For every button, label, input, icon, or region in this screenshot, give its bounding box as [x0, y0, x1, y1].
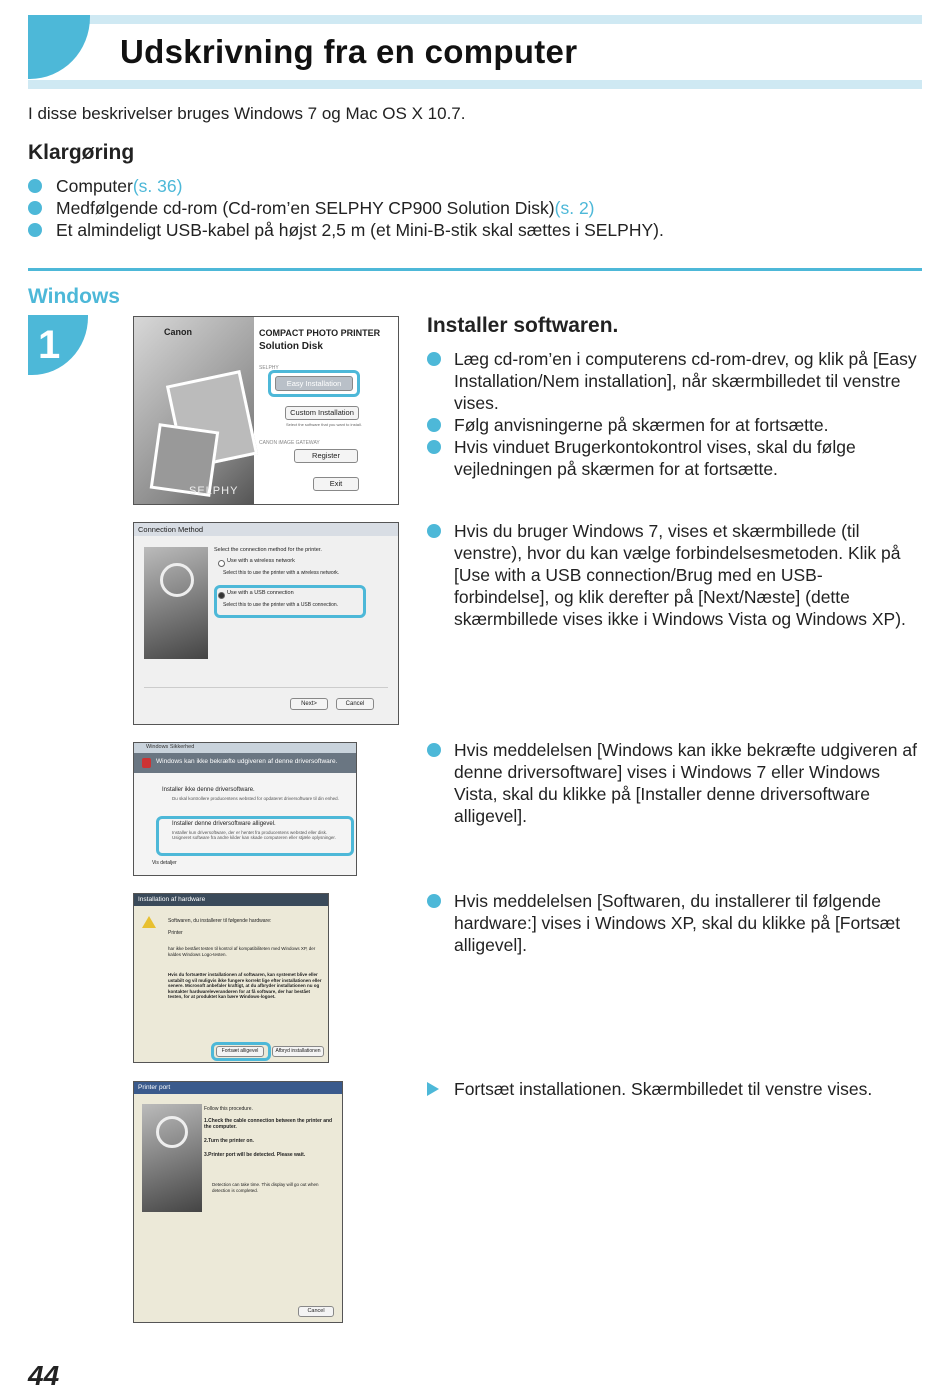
hardware-line: Softwaren, du installerer til følgende hardware: — [168, 918, 272, 924]
page-number: 44 — [28, 1360, 60, 1391]
disk-title: Solution Disk — [259, 341, 323, 352]
list-item-text: Hvis du bruger Windows 7, vises et skærmbillede (til venstre), hvor du kan vælge forbindelsesmetoden. Klik på [Use with a USB connection/Brug med en USB-forbindelse], og klik derefter på [Next/Næste] (dette skærmbillede vises ikke i Windows Vista og Windows XP). — [454, 521, 906, 629]
list-item-text: Følg anvisningerne på skærmen for at fortsætte. — [454, 415, 829, 435]
warning-icon — [142, 916, 156, 928]
window-title: Connection Method — [138, 525, 204, 534]
bullet-icon — [427, 418, 441, 432]
bullet-icon — [28, 223, 42, 237]
next-button[interactable]: Next> — [290, 698, 328, 710]
step-block-5 — [427, 1078, 917, 1100]
list-item — [427, 520, 917, 630]
banner-text: Windows kan ikke bekræfte udgiveren af denne driversoftware. — [156, 758, 338, 765]
page-reference-link[interactable]: (s. 2) — [554, 198, 595, 218]
wireless-radio[interactable] — [218, 560, 225, 567]
option-install-anyway-note: Installer kun driversoftware, der er hentet fra producentens websted eller disk. Usigneret software fra andre kilder kan skade computeren eller stjæle oplysninger. — [172, 830, 336, 840]
continue-anyway-button[interactable]: Fortsæt alligevel — [216, 1046, 264, 1057]
screenshot-connection-method — [133, 522, 399, 725]
power-icon — [156, 1116, 188, 1148]
window-titlebar — [134, 1082, 342, 1094]
warning-banner — [134, 753, 356, 773]
selphy-logo: SELPHY — [189, 485, 239, 497]
header-band-bottom — [28, 80, 922, 89]
bullet-icon — [427, 743, 441, 757]
list-item — [427, 414, 917, 436]
window-title: Installation af hardware — [138, 896, 206, 903]
step-number-badge — [28, 315, 88, 375]
arrow-icon — [427, 1082, 439, 1096]
gateway-label: CANON iMAGE GATEWAY — [259, 440, 320, 446]
window-title: Windows Sikkerhed — [146, 744, 195, 750]
intro-text: I disse beskrivelser bruges Windows 7 og Mac OS X 10.7. — [28, 104, 466, 123]
connection-prompt: Select the connection method for the printer. — [214, 547, 322, 553]
custom-installation-button[interactable]: Custom Installation — [285, 406, 359, 420]
option-install-anyway[interactable]: Installer denne driversoftware alligevel. — [172, 821, 276, 827]
step-number: 1 — [38, 323, 61, 367]
procedure-step-2: 2.Turn the printer on. — [204, 1138, 254, 1144]
warning-text: Hvis du fortsætter installationen af softwaren, kan systemet blive eller ustabilt og vil muligvis ikke fungere korrekt lige efter installationen eller senere. Microsoft anbefaler kraftigt, at du afbryder installationen nu og kontakter hardwareleverandøren for at få software, der har bestået testen, for at produktet kan bære Windows-logoet. — [168, 972, 322, 999]
power-icon — [160, 563, 194, 597]
page-title: Udskrivning fra en computer — [120, 33, 578, 70]
list-item-text: Hvis meddelelsen [Windows kan ikke bekræfte udgiveren af denne driversoftware] vises i Windows 7 eller Windows Vista, skal du klikke på [Installer denne driversoftware alligevel]. — [454, 740, 917, 826]
page-reference-link[interactable]: (s. 36) — [132, 176, 183, 196]
highlight-frame — [214, 585, 366, 618]
stop-installation-button[interactable]: Afbryd installationen — [272, 1046, 324, 1057]
step-block-4 — [427, 890, 917, 956]
list-item-text: Fortsæt installationen. Skærmbilledet til venstre vises. — [454, 1079, 873, 1099]
list-item-text: Læg cd-rom’en i computerens cd-rom-drev, og klik på [Easy Installation/Nem installation], når skærmbilledet til venstre vises. — [454, 349, 917, 413]
shield-icon — [142, 758, 151, 768]
screenshot-printer-port — [133, 1081, 343, 1323]
highlight-frame — [268, 370, 360, 397]
usb-note: Select this to use the printer with a USB connection. — [223, 602, 339, 608]
bullet-icon — [427, 352, 441, 366]
step-title: Installer softwaren. — [427, 314, 619, 337]
prep-list — [28, 175, 664, 241]
bullet-icon — [427, 894, 441, 908]
procedure-intro: Follow this procedure. — [204, 1106, 253, 1112]
usb-option: Use with a USB connection — [227, 590, 294, 596]
hardware-name: Printer — [168, 930, 183, 936]
brand-logo: Canon — [164, 327, 192, 337]
list-item — [427, 1078, 917, 1100]
procedure-step-1: 1.Check the cable connection between the printer and the computer. — [204, 1118, 333, 1130]
window-titlebar — [134, 894, 328, 906]
prep-heading: Klargøring — [28, 141, 135, 164]
screenshot-solution-disk — [133, 316, 399, 505]
option-dont-install[interactable]: Installer ikke denne driversoftware. — [162, 787, 255, 793]
bullet-icon — [427, 440, 441, 454]
cancel-button[interactable]: Cancel — [298, 1306, 334, 1317]
logo-test-text: har ikke bestået testen til kontrol af kompatibiliteten med Windows XP, der kaldes Windows Logo-testen. — [168, 946, 316, 957]
header-band-top — [28, 15, 922, 24]
option-dont-install-note: Du skal kontrollere producentens websted for opdateret driversoftware til din enhed. — [172, 796, 339, 801]
list-item-text: Hvis vinduet Brugerkontokontrol vises, skal du følge vejledningen på skærmen for at fortsætte. — [454, 437, 856, 479]
register-button[interactable]: Register — [294, 449, 358, 463]
list-item — [427, 739, 917, 827]
list-item — [427, 890, 917, 956]
detection-note: Detection can take time. This display will go out when detection is completed. — [212, 1182, 319, 1193]
window-titlebar — [134, 523, 398, 536]
header-tab-decoration — [28, 15, 90, 79]
list-item — [28, 197, 664, 219]
bullet-icon — [427, 524, 441, 538]
step-block-2 — [427, 520, 917, 630]
screenshot-windows-security — [133, 742, 357, 876]
list-item-text: Et almindeligt USB-kabel på højst 2,5 m (et Mini-B-stik skal sættes i SELPHY). — [56, 220, 664, 240]
list-item-text: Medfølgende cd-rom (Cd-rom’en SELPHY CP900 Solution Disk) — [56, 198, 555, 218]
custom-note: Select the software that you want to install. — [286, 422, 362, 427]
bullet-icon — [28, 179, 42, 193]
product-title: COMPACT PHOTO PRINTER — [259, 328, 381, 338]
wireless-note: Select this to use the printer with a wireless network. — [223, 570, 340, 576]
section-heading: Windows — [28, 285, 120, 308]
divider — [144, 687, 388, 688]
highlight-frame — [156, 816, 354, 856]
window-title: Printer port — [138, 1084, 171, 1091]
procedure-step-3: 3.Printer port will be detected. Please wait. — [204, 1152, 306, 1158]
list-item — [28, 219, 664, 241]
cancel-button[interactable]: Cancel — [336, 698, 374, 710]
list-item — [427, 436, 917, 480]
show-details-link[interactable]: Vis detaljer — [152, 860, 177, 866]
list-item — [427, 348, 917, 414]
highlight-frame — [211, 1042, 271, 1061]
easy-installation-button[interactable]: Easy Installation — [275, 376, 353, 391]
list-item — [28, 175, 664, 197]
exit-button[interactable]: Exit — [313, 477, 359, 491]
list-item-text: Hvis meddelelsen [Softwaren, du installerer til følgende hardware:] vises i Windows XP, skal du klikke på [Fortsæt alligevel]. — [454, 891, 901, 955]
list-item-text: Computer — [56, 176, 133, 196]
step-block-1 — [427, 348, 917, 480]
section-divider — [28, 268, 922, 271]
window-titlebar — [134, 743, 356, 753]
wireless-option: Use with a wireless network — [227, 558, 295, 564]
step-block-3 — [427, 739, 917, 827]
bullet-icon — [28, 201, 42, 215]
screenshot-hardware-installation — [133, 893, 329, 1063]
section-label: SELPHY — [259, 365, 279, 371]
